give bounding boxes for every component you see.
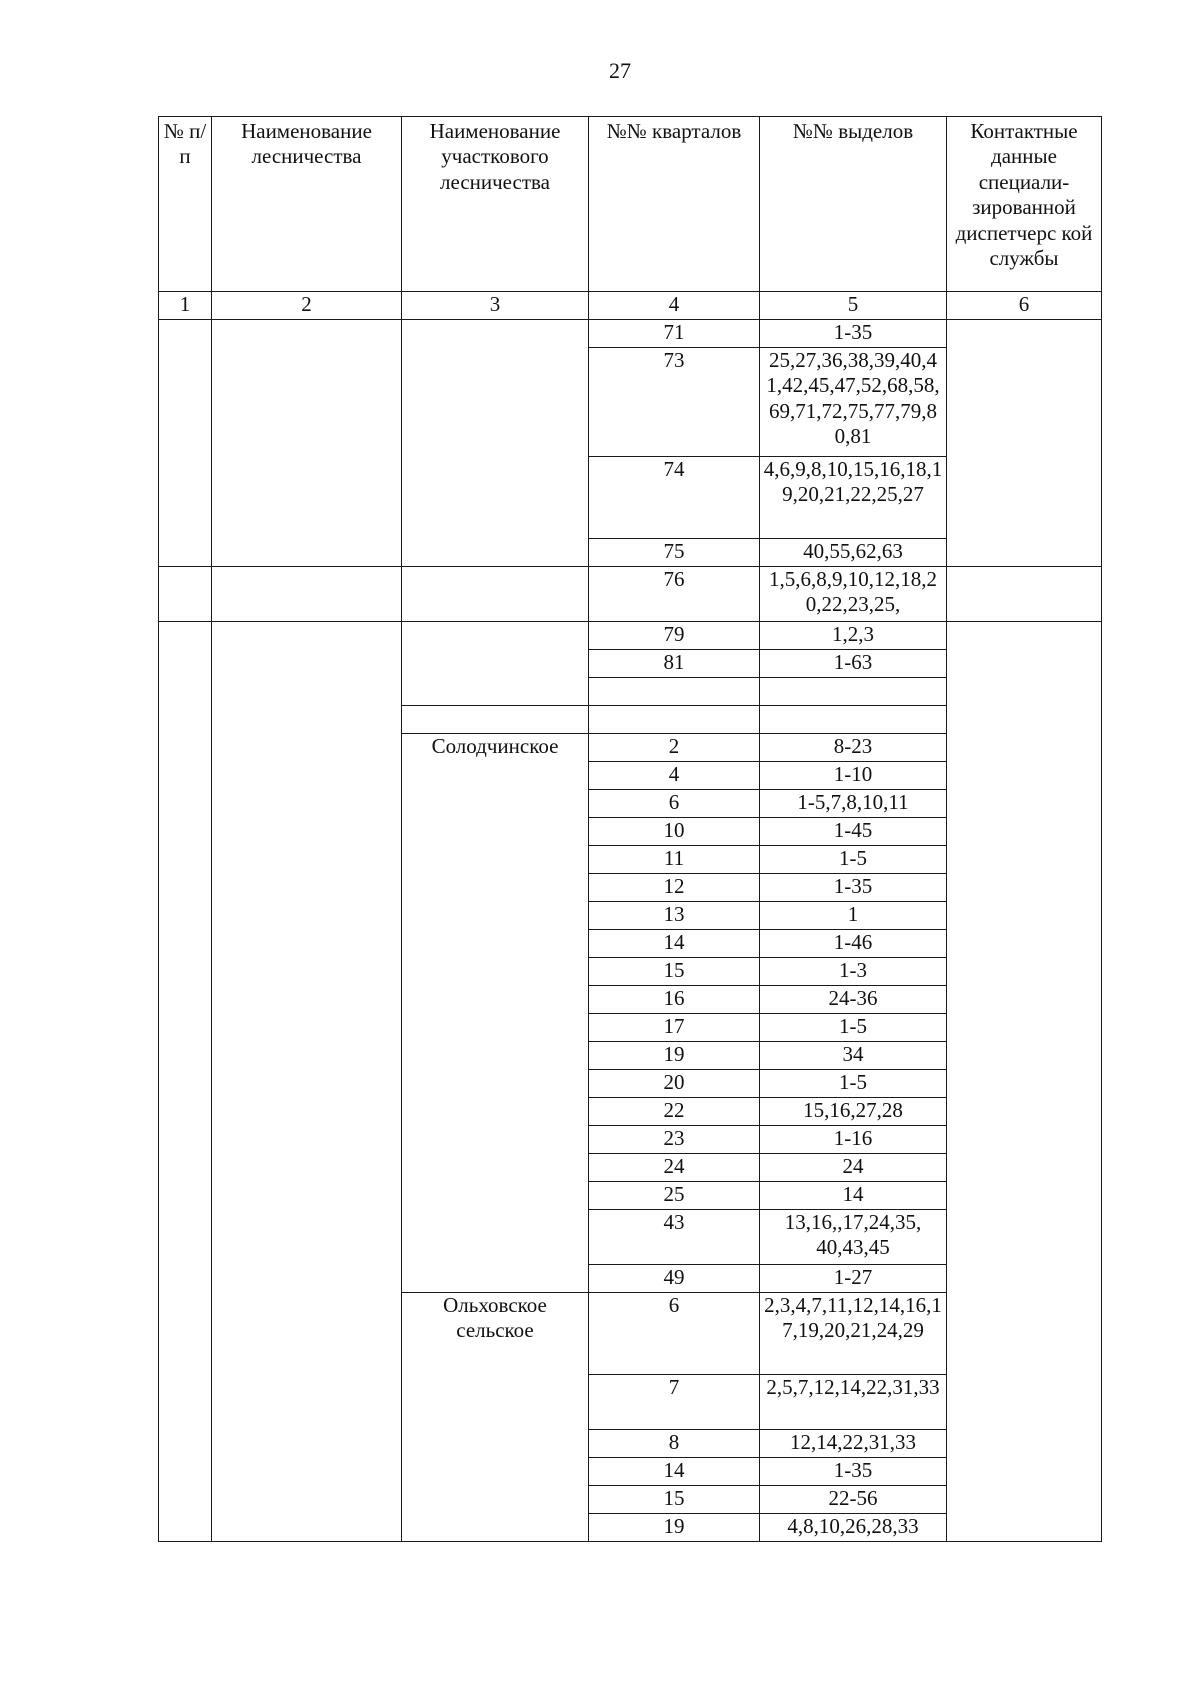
header-contacts: Контактные данные специали-зированной диспетчерс кой службы <box>947 117 1102 292</box>
kvartal-cell: 71 <box>589 320 760 348</box>
vydely-cell: 2,5,7,12,14,22,31,33 <box>760 1375 947 1430</box>
kvartal-cell: 15 <box>589 958 760 986</box>
vydely-cell: 4,6,9,8,10,15,16,18,19,20,21,22,25,27 <box>760 457 947 539</box>
kvartal-cell: 12 <box>589 874 760 902</box>
header-number: № п/п <box>159 117 212 292</box>
kvartal-cell: 75 <box>589 539 760 567</box>
kvartal-cell: 17 <box>589 1014 760 1042</box>
vydely-cell: 1-27 <box>760 1265 947 1293</box>
kvartal-cell: 23 <box>589 1126 760 1154</box>
vydely-cell: 2,3,4,7,11,12,14,16,17,19,20,21,24,29 <box>760 1293 947 1375</box>
kvartal-cell: 14 <box>589 1458 760 1486</box>
vydely-cell: 24 <box>760 1154 947 1182</box>
table-row <box>159 320 1102 348</box>
vydely-cell: 1-35 <box>760 320 947 348</box>
kvartal-cell: 6 <box>589 1293 760 1375</box>
contacts-cell <box>947 622 1102 1542</box>
table-row <box>159 567 1102 622</box>
row-number-cell <box>159 567 212 622</box>
vydely-cell: 1-35 <box>760 1458 947 1486</box>
district-cell <box>402 567 589 622</box>
row-number-cell <box>159 622 212 1542</box>
forestry-cell <box>212 622 402 1542</box>
kvartal-cell: 81 <box>589 650 760 678</box>
kvartal-cell: 73 <box>589 348 760 457</box>
vydely-cell: 14 <box>760 1182 947 1210</box>
kvartal-cell: 76 <box>589 567 760 622</box>
kvartal-cell: 4 <box>589 762 760 790</box>
vydely-cell: 1-63 <box>760 650 947 678</box>
kvartal-cell: 6 <box>589 790 760 818</box>
header-row <box>159 117 1102 292</box>
kvartal-cell: 16 <box>589 986 760 1014</box>
kvartal-cell: 79 <box>589 622 760 650</box>
page-number: 27 <box>609 58 631 83</box>
vydely-cell <box>760 678 947 706</box>
contacts-cell <box>947 320 1102 567</box>
kvartal-cell: 13 <box>589 902 760 930</box>
kvartal-cell: 49 <box>589 1265 760 1293</box>
vydely-cell: 1-35 <box>760 874 947 902</box>
kvartal-cell: 24 <box>589 1154 760 1182</box>
district-name-olkhovskoe: Ольховское сельское <box>402 1293 589 1542</box>
vydely-cell: 1 <box>760 902 947 930</box>
forestry-cell <box>212 567 402 622</box>
table-row <box>159 622 1102 650</box>
kvartal-cell <box>589 706 760 734</box>
vydely-cell: 1-5 <box>760 846 947 874</box>
column-number: 4 <box>589 292 760 320</box>
contacts-cell <box>947 567 1102 622</box>
column-number: 2 <box>212 292 402 320</box>
vydely-cell: 13,16,,17,24,35, 40,43,45 <box>760 1210 947 1265</box>
vydely-cell: 40,55,62,63 <box>760 539 947 567</box>
vydely-cell: 12,14,22,31,33 <box>760 1430 947 1458</box>
vydely-cell: 1-5 <box>760 1070 947 1098</box>
kvartal-cell: 19 <box>589 1514 760 1542</box>
header-district-forestry: Наименование участкового лесничества <box>402 117 589 292</box>
vydely-cell: 1-5 <box>760 1014 947 1042</box>
kvartal-cell: 43 <box>589 1210 760 1265</box>
vydely-cell: 1-5,7,8,10,11 <box>760 790 947 818</box>
kvartal-cell: 15 <box>589 1486 760 1514</box>
kvartal-cell: 14 <box>589 930 760 958</box>
column-number: 6 <box>947 292 1102 320</box>
kvartal-cell: 2 <box>589 734 760 762</box>
vydely-cell: 1-10 <box>760 762 947 790</box>
district-name-solodchinskoe: Солодчинское <box>402 734 589 1293</box>
district-cell <box>402 622 589 706</box>
vydely-cell: 4,8,10,26,28,33 <box>760 1514 947 1542</box>
kvartal-cell: 19 <box>589 1042 760 1070</box>
vydely-cell: 1,5,6,8,9,10,12,18,20,22,23,25, <box>760 567 947 622</box>
forestry-table <box>158 116 1102 1542</box>
vydely-cell: 15,16,27,28 <box>760 1098 947 1126</box>
column-number: 1 <box>159 292 212 320</box>
vydely-cell: 8-23 <box>760 734 947 762</box>
kvartal-cell: 22 <box>589 1098 760 1126</box>
vydely-cell: 25,27,36,38,39,40,41,42,45,47,52,68,58,69,71,72,75,77,79,80,81 <box>760 348 947 457</box>
row-number-cell <box>159 320 212 567</box>
column-number: 5 <box>760 292 947 320</box>
vydely-cell: 1-16 <box>760 1126 947 1154</box>
kvartal-cell: 8 <box>589 1430 760 1458</box>
header-kvartal: №№ кварталов <box>589 117 760 292</box>
column-number-row <box>159 292 1102 320</box>
district-cell <box>402 320 589 567</box>
vydely-cell: 1,2,3 <box>760 622 947 650</box>
kvartal-cell: 11 <box>589 846 760 874</box>
vydely-cell: 24-36 <box>760 986 947 1014</box>
kvartal-cell: 20 <box>589 1070 760 1098</box>
column-number: 3 <box>402 292 589 320</box>
forestry-cell <box>212 320 402 567</box>
kvartal-cell: 74 <box>589 457 760 539</box>
header-vydely: №№ выделов <box>760 117 947 292</box>
kvartal-cell: 25 <box>589 1182 760 1210</box>
vydely-cell: 1-3 <box>760 958 947 986</box>
kvartal-cell: 10 <box>589 818 760 846</box>
vydely-cell: 34 <box>760 1042 947 1070</box>
vydely-cell: 1-46 <box>760 930 947 958</box>
vydely-cell <box>760 706 947 734</box>
vydely-cell: 1-45 <box>760 818 947 846</box>
district-cell <box>402 706 589 734</box>
kvartal-cell: 7 <box>589 1375 760 1430</box>
kvartal-cell <box>589 678 760 706</box>
vydely-cell: 22-56 <box>760 1486 947 1514</box>
header-forestry: Наименование лесничества <box>212 117 402 292</box>
